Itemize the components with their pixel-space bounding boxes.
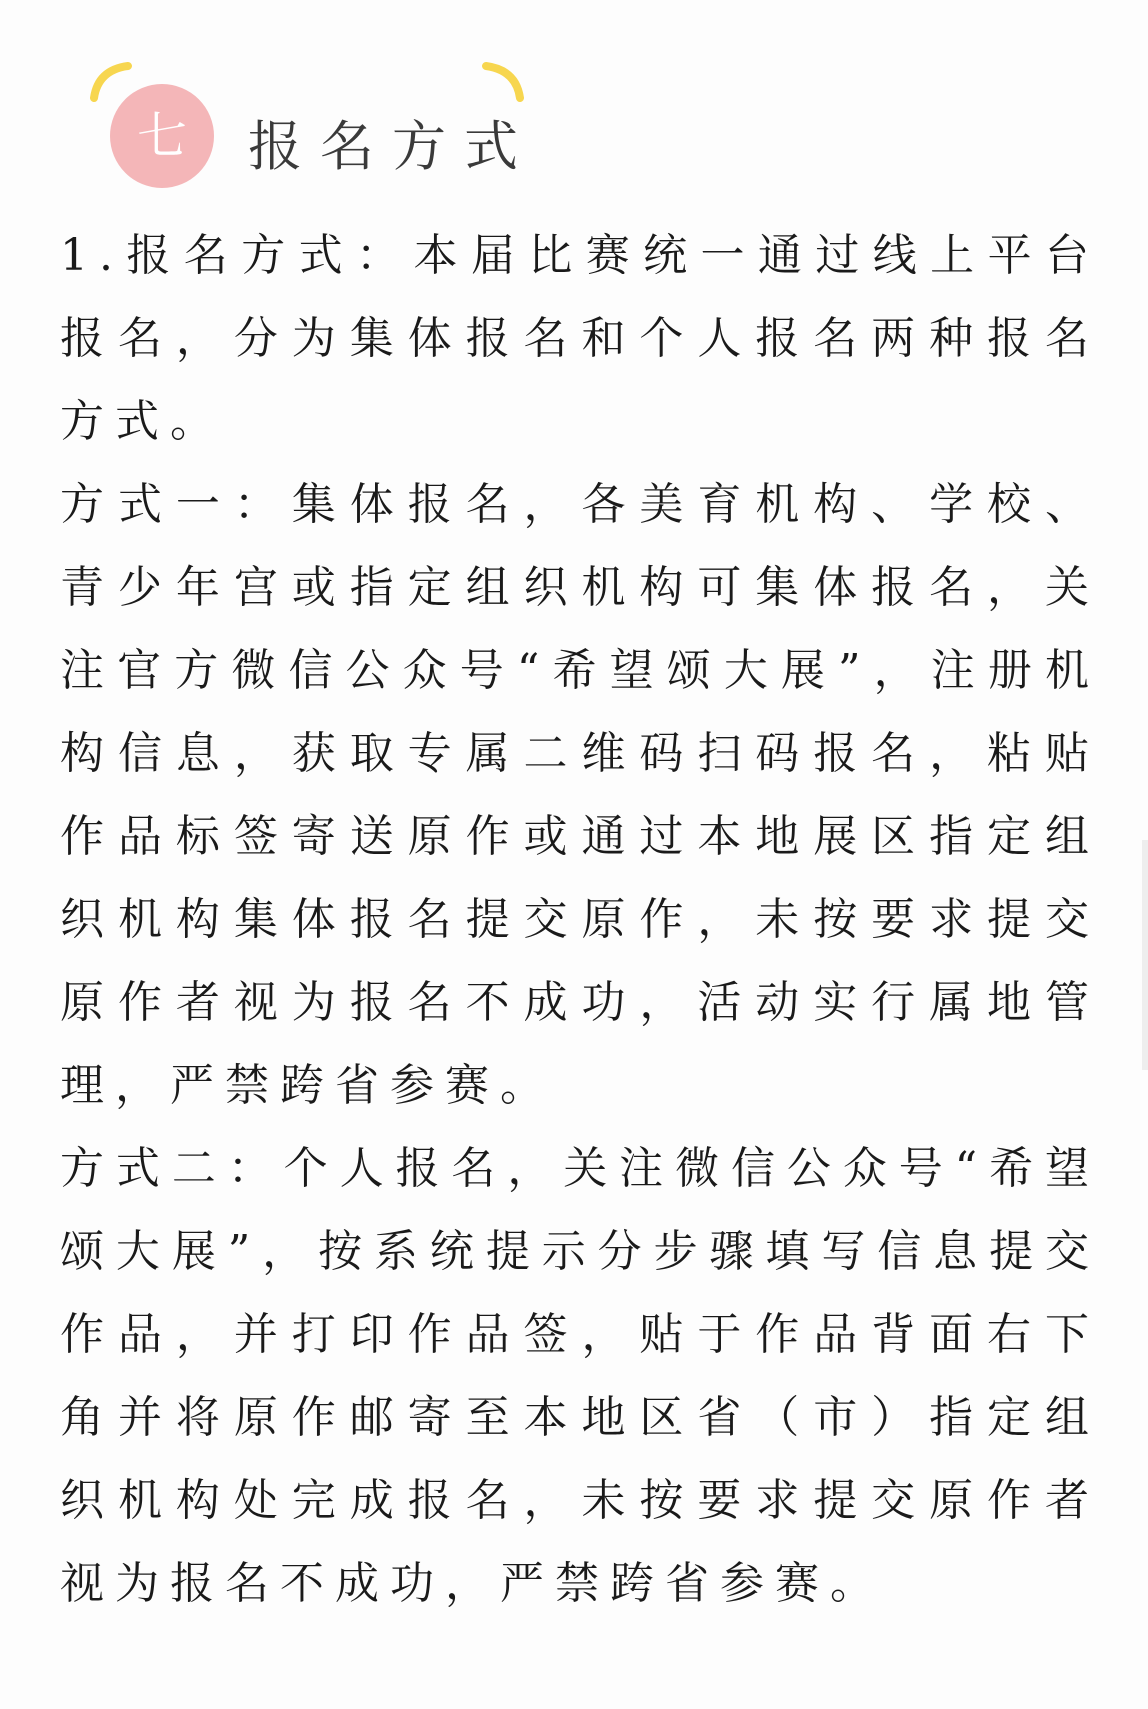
- article-body: [60, 214, 1100, 1625]
- paragraph-method-one: 方式一：集体报名，各美育机构、学校、青少年宫或指定组织机构可集体报名，关注官方微信公众号“希望颂大展”，注册机构信息，获取专属二维码扫码报名，粘贴作品标签寄送原作或通过本地展区指定组织机构集体报名提交原作，未按要求提交原作者视为报名不成功，活动实行属地管理，严禁跨省参赛。: [60, 479, 1100, 1111]
- section-title: 报名方式: [248, 115, 536, 178]
- section-number: 七: [137, 107, 187, 165]
- paragraph-registration-method: 1.报名方式：本届比赛统一通过线上平台报名，分为集体报名和个人报名两种报名方式。: [60, 230, 1100, 447]
- section-header: [88, 60, 536, 200]
- paragraph-method-two: 方式二：个人报名，关注微信公众号“希望颂大展”，按系统提示分步骤填写信息提交作品，并打印作品签，贴于作品背面右下角并将原作邮寄至本地区省（市）指定组织机构处完成报名，未按要求提交原作者视为报名不成功，严禁跨省参赛。: [60, 1143, 1100, 1609]
- decorative-arc-right-icon: [476, 60, 526, 110]
- edge-divider: [1142, 840, 1148, 1070]
- section-number-badge: [110, 84, 214, 188]
